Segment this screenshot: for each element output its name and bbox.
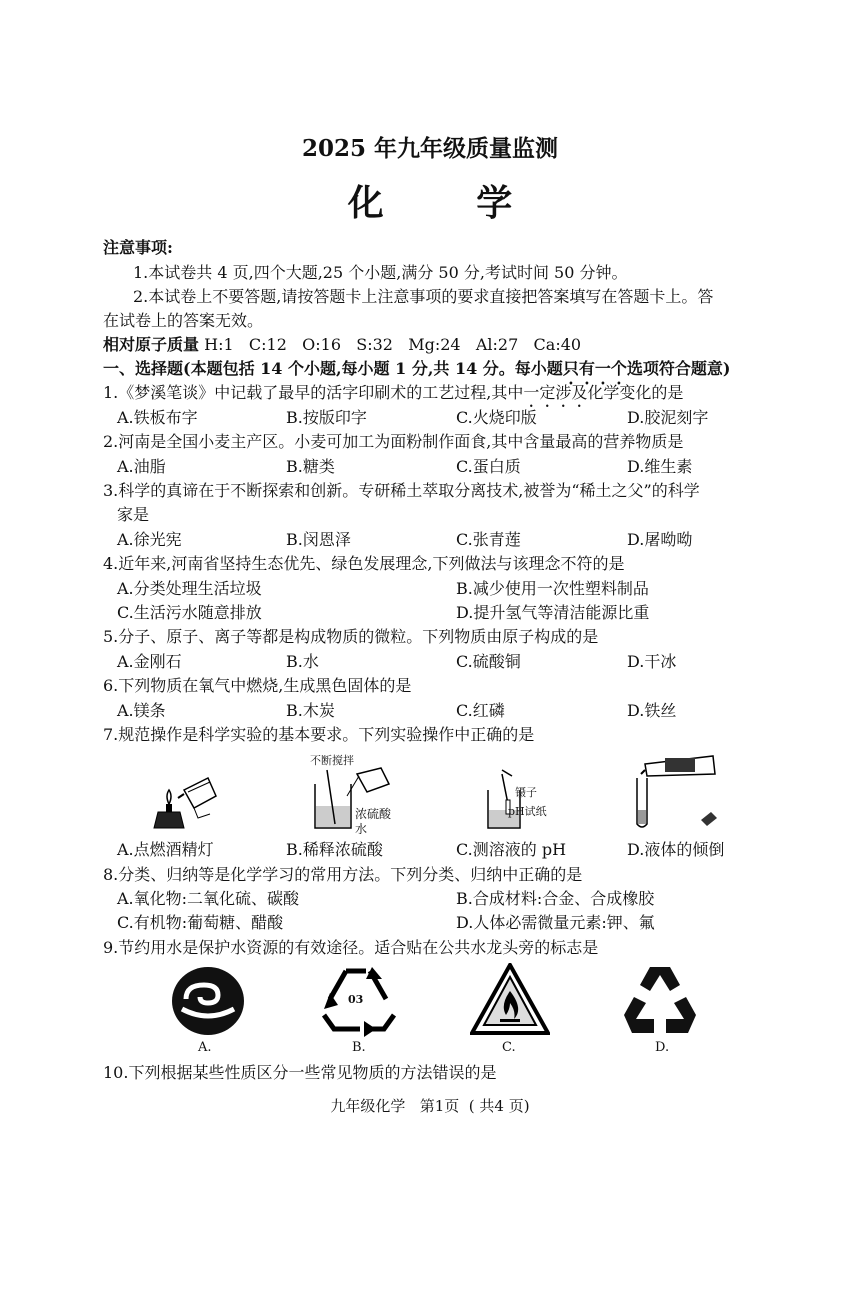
q1-option-a: A.铁板布字 [117,408,198,427]
water-saving-icon [170,965,246,1037]
q1-stem-post: 化学变化的是 [587,383,684,402]
q5-option-a: A.金刚石 [117,652,182,671]
q1-option-c: C.火烧印版 [456,408,537,427]
subject-title: 化 学 [347,182,553,224]
q7-figure-d [625,752,720,832]
q8-stem: 8.分类、归纳等是化学学习的常用方法。下列分类、归纳中正确的是 [103,865,583,884]
q6-stem: 6.下列物质在氧气中燃烧,生成黑色固体的是 [103,676,412,695]
atomic-mass [103,332,581,355]
q7-option-a: A.点燃酒精灯 [117,840,214,859]
recycle-code: 03 [348,993,364,1006]
q6-option-a: A.镁条 [117,701,166,720]
recycling-triangle-icon [620,963,700,1035]
q4-option-a: A.分类处理生活垃圾 [117,579,262,598]
q7-b-label-water: 水 [355,822,368,836]
notice-heading: 注意事项: [103,238,173,257]
q7-b-label-acid: 浓硫酸 [355,807,392,821]
section-1-post: 选项符合题意) [626,359,731,378]
q5-option-c: C.硫酸铜 [456,652,521,671]
q2-option-c: C.蛋白质 [456,457,521,476]
q7-stem: 7.规范操作是科学实验的基本要求。下列实验操作中正确的是 [103,725,535,744]
q2-option-a: A.油脂 [117,457,166,476]
q3-option-d: D.屠呦呦 [627,530,693,549]
q4-stem: 4.近年来,河南省坚持生态优先、绿色发展理念,下列做法与该理念不符的是 [103,554,625,573]
q1-stem-pre: 1.《梦溪笔谈》中记载了最早的活字印刷术的工艺过程,其中 [103,383,524,402]
q2-option-d: D.维生素 [627,457,693,476]
q9-stem: 9.节约用水是保护水资源的有效途径。适合贴在公共水龙头旁的标志是 [103,938,599,957]
q5-option-b: B.水 [286,652,319,671]
q5-option-d: D.干冰 [627,652,677,671]
q8-option-b: B.合成材料:合金、合成橡胶 [456,889,655,908]
page-footer: 九年级化学 第1页 ( 共4 页) [330,1097,530,1115]
q1-stem-emph: 一定涉及 [523,383,588,402]
q9-option-d: D. [655,1040,670,1055]
q7-option-b: B.稀释浓硫酸 [286,840,383,859]
q9-option-c: C. [502,1040,516,1055]
q3-option-a: A.徐光宪 [117,530,182,549]
q2-option-b: B.糖类 [286,457,335,476]
q10-stem: 10.下列根据某些性质区分一些常见物质的方法错误的是 [103,1063,497,1082]
q7-figure-a [150,768,220,830]
q7-option-d: D.液体的倾倒 [627,840,725,859]
notice-item-1: 1.本试卷共 4 页,四个大题,25 个小题,满分 50 分,考试时间 50 分钟。 [133,263,628,282]
q8-option-a: A.氧化物:二氧化硫、碳酸 [117,889,300,908]
q3-option-c: C.张青莲 [456,530,521,549]
section-1-pre: 一、选择题(本题包括 14 个小题,每小题 1 分,共 14 分。每小题 [103,359,563,378]
q9-option-b: B. [352,1040,366,1055]
notice-item-2-cont: 在试卷上的答案无效。 [103,311,264,330]
q4-option-b: B.减少使用一次性塑料制品 [456,579,649,598]
atomic-mass-label: 相对原子质量 [103,335,200,354]
q9-option-a: A. [198,1040,212,1055]
section-1-emph: 只有一个 [562,359,627,378]
q2-stem: 2.河南是全国小麦主产区。小麦可加工为面粉制作面食,其中含量最高的营养物质是 [103,432,684,451]
q7-c-label-paper: pH试纸 [508,805,547,818]
q1-option-d: D.胶泥刻字 [627,408,709,427]
q8-option-c: C.有机物:葡萄糖、醋酸 [117,913,284,932]
q4-option-c: C.生活污水随意排放 [117,603,262,622]
q6-option-c: C.红磷 [456,701,505,720]
notice-item-2: 2.本试卷上不要答题,请按答题卡上注意事项的要求直接把答案填写在答题卡上。答 [133,287,714,306]
q7-option-c: C.测溶液的 pH [456,840,567,859]
q7-b-label-stir: 不断搅拌 [310,754,354,767]
q3-stem-cont: 家是 [117,505,150,524]
q5-stem: 5.分子、原子、离子等都是构成物质的微粒。下列物质由原子构成的是 [103,627,599,646]
exam-title: 2025 年九年级质量监测 [301,135,559,162]
q3-option-b: B.闵恩泽 [286,530,351,549]
q7-figure-b [305,766,395,832]
q4-option-d: D.提升氢气等清洁能源比重 [456,603,650,622]
atomic-mass-values: H:1 C:12 O:16 S:32 Mg:24 Al:27 Ca:40 [204,335,582,354]
q6-option-b: B.木炭 [286,701,335,720]
q3-stem: 3.科学的真谛在于不断探索和创新。专研稀土萃取分离技术,被誉为“稀土之父”的科学 [103,481,700,500]
q7-c-label-tweezers: 镊子 [515,786,537,799]
q1-option-b: B.按版印字 [286,408,367,427]
flammable-icon [470,963,550,1035]
q6-option-d: D.铁丝 [627,701,677,720]
q8-option-d: D.人体必需微量元素:钾、氟 [456,913,655,932]
